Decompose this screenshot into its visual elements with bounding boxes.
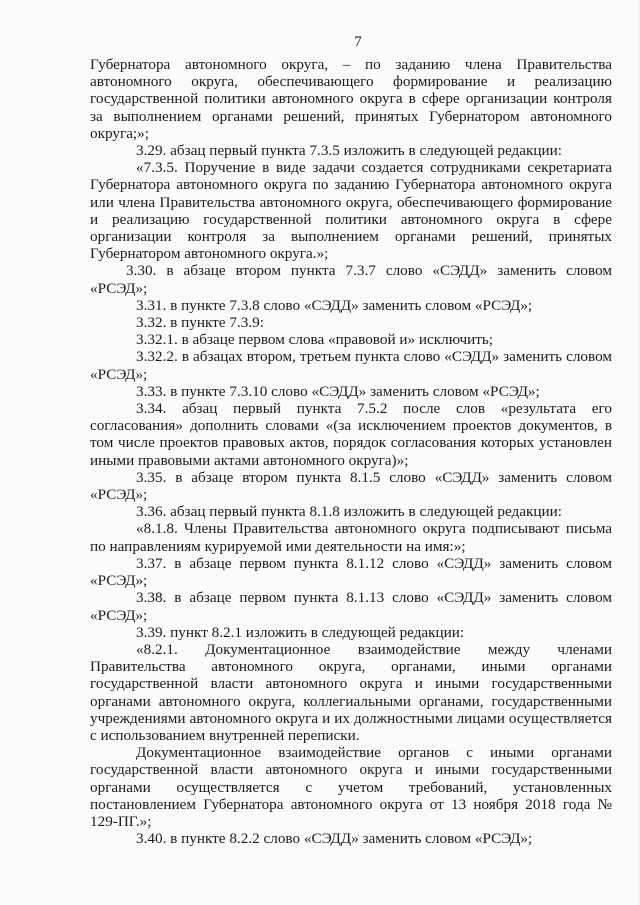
paragraph: Документационное взаимодействие органов с иными органами государственной власти автономного округа и иными государственными органами осуществляется с учетом требований, установленных постановлением Губернатора автономного округа от 13 ноября 2018 года № 129-ПГ.»; — [90, 744, 612, 830]
paragraph: «8.1.8. Члены Правительства автономного округа подписывают письма по направлениям курируемой ими деятельности на имя:»; — [90, 520, 612, 555]
paragraph: 3.32. в пункте 7.3.9: — [136, 314, 264, 332]
paragraph: 3.39. пункт 8.2.1 изложить в следующей редакции: — [136, 623, 465, 641]
paragraph: 3.32.2. в абзацах втором, третьем пункта слово «СЭДД» заменить словом «РСЭД»; — [90, 348, 612, 383]
paragraph: 3.33. в пункте 7.3.10 слово «СЭДД» заменить словом «РСЭД»; — [136, 382, 540, 400]
paragraph: 3.32.1. в абзаце первом слова «правовой и» исключить; — [136, 331, 494, 349]
paragraph: 3.29. абзац первый пункта 7.3.5 изложить в следующей редакции: — [136, 142, 562, 160]
paragraph: Губернатора автономного округа, – по заданию члена Правительства автономного округа, обеспечивающего формирование и реализацию государственной политики автономного округа в сфере организации контроля за выполнением органами решений, принятых Губернатором автономного округа;»; — [90, 56, 612, 142]
paragraph: «7.3.5. Поручение в виде задачи создается сотрудниками секретариата Губернатора автономного округа по заданию Губернатора автономного округа или члена Правительства автономного округа, обеспечивающего формирование и реализацию государственной политики автономного округа в сфере организации контроля за выполнением органами решений, принятых Губернатором автономного округа.»; — [90, 159, 612, 263]
document-body — [90, 56, 612, 847]
paragraph: 3.38. в абзаце первом пункта 8.1.13 слово «СЭДД» заменить словом «РСЭД»; — [90, 589, 612, 624]
paragraph: 3.40. в пункте 8.2.2 слово «СЭДД» заменить словом «РСЭД»; — [136, 830, 533, 848]
paragraph: «8.2.1. Документационное взаимодействие между членами Правительства автономного округа, органами, иными органами государственной власти автономного округа и иными государственными органами автономного округа, коллегиальными органами, государственными учреждениями автономного округа и их должностными лицами осуществляется с использованием внутренней переписки. — [90, 640, 612, 744]
paragraph: 3.36. абзац первый пункта 8.1.8 изложить в следующей редакции: — [136, 503, 562, 521]
paragraph: 3.34. абзац первый пункта 7.5.2 после слов «результата его согласования» дополнить словами «(за исключением проектов документов, в том числе проектов правовых актов, порядок согласования которых установлен иными правовыми актами автономного округа)»; — [90, 400, 612, 469]
page-number: 7 — [354, 34, 362, 50]
paragraph: 3.30. в абзаце втором пункта 7.3.7 слово «СЭДД» заменить словом «РСЭД»; — [90, 262, 612, 297]
paragraph: 3.37. в абзаце первом пункта 8.1.12 слово «СЭДД» заменить словом «РСЭД»; — [90, 554, 612, 590]
paragraph: 3.31. в пункте 7.3.8 слово «СЭДД» заменить словом «РСЭД»; — [136, 296, 533, 314]
paragraph: 3.35. в абзаце втором пункта 8.1.5 слово «СЭДД» заменить словом «РСЭД»; — [90, 468, 612, 504]
